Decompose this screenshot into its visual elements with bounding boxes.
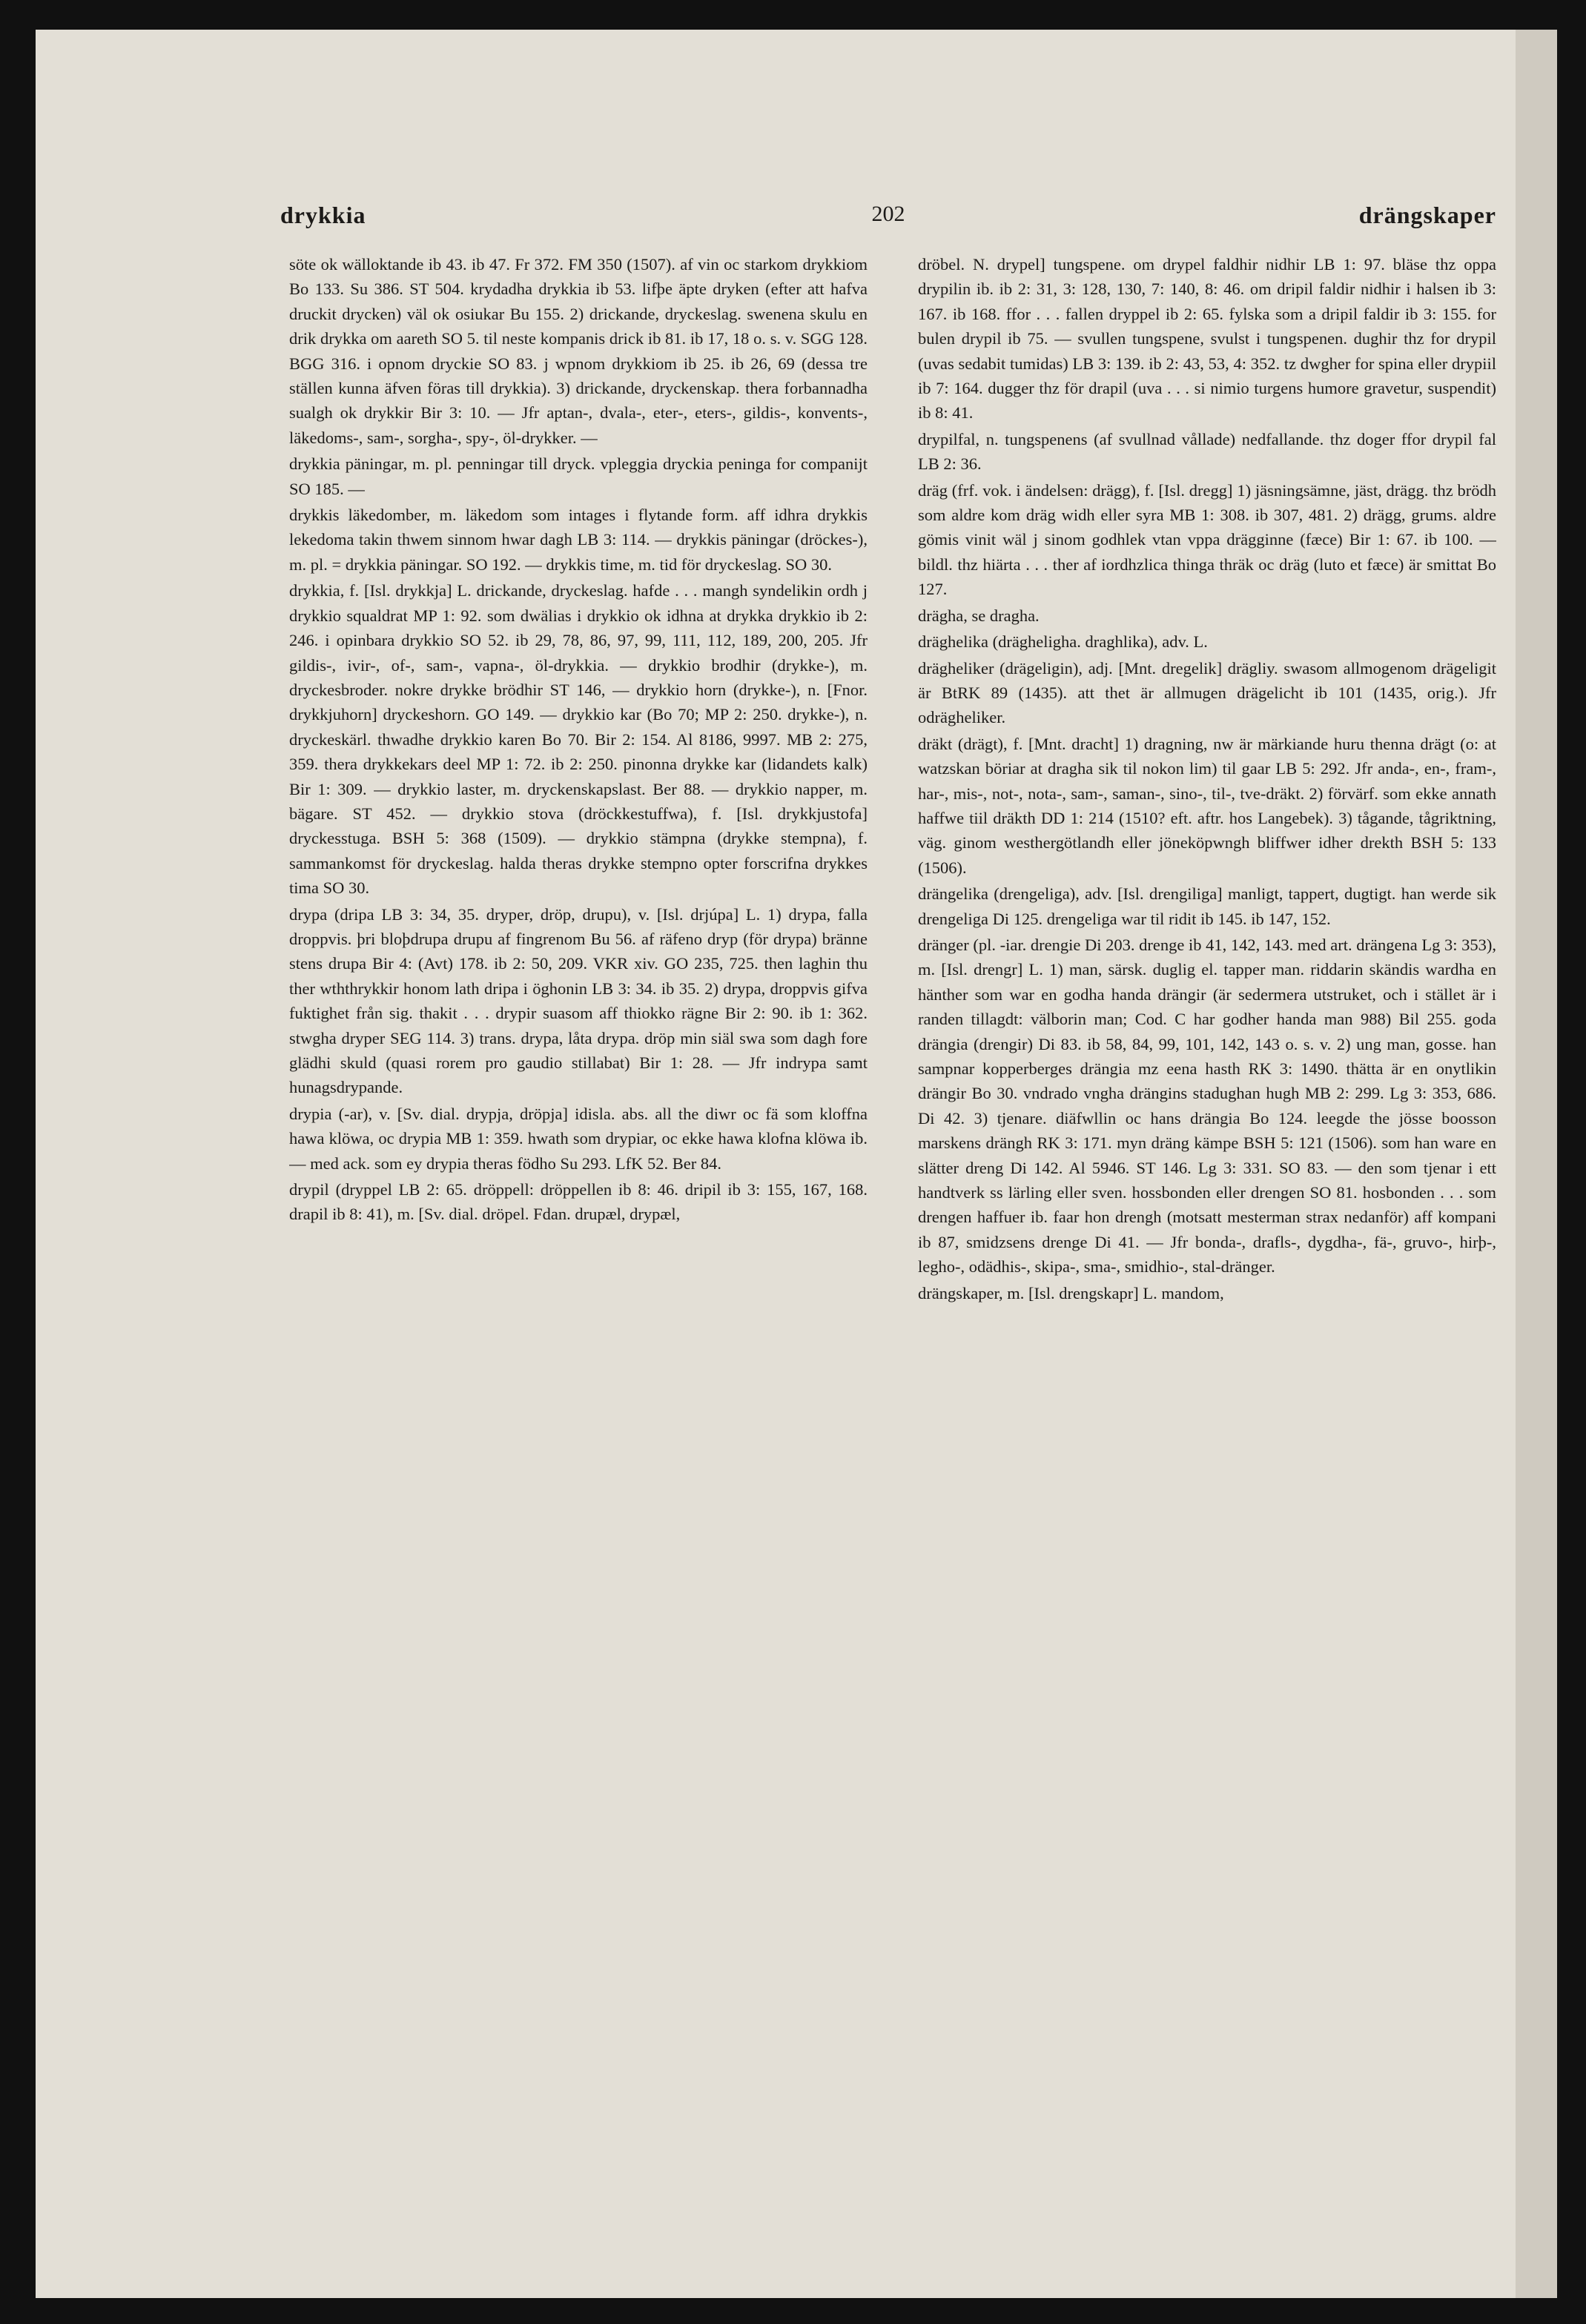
entry-paragraph: drängskaper, m. [Isl. drengskapr] L. mandom, [918,1283,1224,1302]
left-guide-word: drykkia [280,202,366,228]
entry-paragraph: dräg (frf. vok. i ändelsen: drägg), f. [Isl. dregg] 1) jäsningsämne, jäst, drägg. thz brödh som aldre kom dräg widh eller syra MB 1: 308. ib 307, 481. 2) drägg, grums. aldre gömis vinit wäl j sinom godhlek vtan vppa drägginne (fæce) Bir 1: 67. ib 100. — bildl. thz hiärta . . . ther af iordhzlica thinga thräk oc dräg (luto et fæce) är smittat Bo 127. [918,480,1496,599]
entry-paragraph: drykkia päningar, m. pl. penningar till dryck. vpleggia dryckia peninga for companijt SO 185. — [289,454,868,498]
entry-paragraph: drypa (dripa LB 3: 34, 35. dryper, dröp, drupu), v. [Isl. drjúpa] L. 1) drypa, falla droppvis. þri bloþdrupa drupu af fingrenom Bu 56. af räfeno dryp (för drypa) bränne stens drupa Bir 4: (Avt) 178. ib 2: 50, 209. VKR xiv. GO 235, 725. then laghin thu ther wththrykkir honom lath dripa i öghonin LB 3: 34. ib 35. 2) drypa, droppvis gifva fuktighet från sig. thakit . . . drypir suasom aff thiokko rägne Bir 2: 90. ib 1: 362. stwgha dryper SEG 114. 3) trans. drypa, låta drypa. dröp min siäl swa som dagh fore glädhi skuld (quasi rorem pro gaudio stillabat) Bir 1: 28. — Jfr indrypa samt hunagsdrypande. [289,904,868,1097]
right-guide-word: drängskaper [1358,202,1496,228]
right-column [918,252,1496,2254]
entry-paragraph: drykkis läkedomber, m. läkedom som intages i flytande form. aff idhra drykkis lekedoma takin thwem sinnom hwar dagh LB 3: 114. — drykkis päningar (dröckes-), m. pl. = drykkia päningar. SO 192. — drykkis time, m. tid för dryckeslag. SO 30. [289,506,868,574]
entry-paragraph: dröbel. N. drypel] tungspene. om drypel faldhir nidhir LB 1: 97. bläse thz oppa drypilin ib. ib 2: 31, 3: 128, 130, 7: 140, 8: 46. om dripil faldir nidhir i halsen ib 3: 167. ib 168. ffor . . . fallen dryppel ib 2: 65. fylska som a dripil faldir ib 3: 155. for bulen drypil ib 75. — svullen tungspene, svulst i tungspenen. dughir thz for drypil (uvas sedabit tumidas) LB 3: 139. ib 2: 43, 53, 4: 352. tz dwgher for spina eller drypiil ib 7: 164. dugger thz för drapil (uva . . . si nimio turgens humore gravetur, suspendit) ib 8: 41. [918,255,1496,423]
dictionary-page [36,30,1557,2298]
entry-paragraph: drägheliker (drägeligin), adj. [Mnt. dregelik] drägliy. swasom allmogenom drägeligit är BtRK 89 (1435). att thet är allmugen drägelicht ib 101 (1435, orig.). Jfr odrägheliker. [918,658,1496,727]
entry-paragraph: söte ok wälloktande ib 43. ib 47. Fr 372. FM 350 (1507). af vin oc starkom drykkiom Bo 133. Su 386. ST 504. krydadha drykkia ib 53. lifþe äpte dryken (efter att hafva druckit drycken) väl ok osiukar Bu 155. 2) drickande, dryckeslag. swenena skulu en drik drykka om aareth SO 5. til neste kompanis drick ib 81. ib 17, 18 o. s. v. SGG 128. BGG 316. i opnom dryckie SO 83. j wpnom drykkiom ib 25. ib 26, 69 (dessa tre ställen kunna äfven föras till drykkia). 3) drickande, dryckenskap. thera forbannadha sualgh ok drykkir Bir 3: 10. — Jfr aptan-, dvala-, eter-, eters-, gildis-, konvents-, läkedoms-, sam-, sorgha-, spy-, öl-drykker. — [289,255,868,447]
entry-paragraph: drypil (dryppel LB 2: 65. dröppell: dröppellen ib 8: 46. dripil ib 3: 155, 167, 168. drapil ib 8: 41), m. [Sv. dial. dröpel. Fdan. drupæl, drypæl, [289,1180,868,1224]
entry-paragraph: drypilfal, n. tungspenens (af svullnad vållade) nedfallande. thz doger ffor drypil fal LB 2: 36. [918,429,1496,474]
entry-paragraph: dränger (pl. -iar. drengie Di 203. drenge ib 41, 142, 143. med art. drängena Lg 3: 353), m. [Isl. drengr] L. 1) man, särsk. duglig el. tapper man. riddarin skändis wardha en hänther som war en godha handa drängir (är sedermera utstruket, och i stället är i randen tillagdt: välborin man; Cod. C har godher handa man 988) Bil 255. goda drängia (drengir) Di 83. ib 58, 84, 99, 101, 142, 143 o. s. v. 2) ung man, gosse. han sampnar kopperberges drängia mz eena hasth RK 3: 1490. thätta är en onytlikin drängir Bo 30. vndrado vngha drängins stadughan hugh MB 2: 299. Lg 3: 353, 686. Di 42. 3) tjenare. diäfwllin oc hans drängia Bo 124. leegde the jösse boosson marskens drängh RK 3: 171. myn dräng kämpe BSH 5: 121 (1506). som han ware en slätter dreng Di 142. Al 5946. ST 146. Lg 3: 331. SO 83. — den som tjenar i ett handtverk ss lärling eller sven. hossbonden eller drengen SO 81. hosbonden . . . som drengen haffuer ib. faar hon drengh (motsatt mesterman strax nedanför) aff kompani ib 87, smidzsens drenge Di 41. — Jfr bonda-, drafls-, dygdha-, fä-, gruvo-, hirþ-, legho-, odädhis-, skipa-, sma-, smidhio-, stal-dränger. [918,935,1496,1277]
running-header [280,202,1496,246]
page-edge [1516,30,1557,2298]
entry-paragraph: dräghelika (drägheligha. draghlika), adv. L. [918,632,1208,652]
page-number: 202 [871,202,905,226]
entry-paragraph: dräkt (drägt), f. [Mnt. dracht] 1) dragning, nw är märkiande huru thenna drägt (o: at watzskan böriar at dragha sik til nokon lim) til gaar LB 5: 292. Jfr anda-, en-, fram-, har-, mis-, not-, nota-, sam-, saman-, sino-, til-, tve-dräkt. 2) förvärf. som ekke annath haffwe tiil dräkth DD 1: 214 (1510? eft. aftr. hos Langebek). 3) tågande, tågriktning, väg. ginom westhergötlandh eller jöneköpwngh bliffwer idher drekth BSH 5: 133 (1506). [918,734,1496,877]
left-column [289,252,868,2254]
entry-paragraph: drykkia, f. [Isl. drykkja] L. drickande, dryckeslag. hafde . . . mangh syndelikin ordh j drykkio squaldrat MP 1: 92. som dwälias i drykkio ok idhna at drykka drykkio ib 2: 246. i opinbara drykkio SO 52. ib 29, 78, 86, 97, 99, 111, 112, 189, 200, 205. Jfr gildis-, ivir-, of-, sam-, vapna-, öl-drykkia. — drykkio brodhir (drykke-), m. dryckesbroder. nokre drykke brödhir ST 146, — drykkio horn (drykke-), n. [Fnor. drykkjuhorn] dryckeshorn. GO 149. — drykkio kar (Bo 70; MP 2: 250. drykke-), n. dryckeskärl. thwadhe drykkio karen Bo 70. Bir 2: 154. Al 8186, 9997. MB 2: 275, 359. thera drykkekars deel MP 1: 72. ib 2: 250. pinonna drykke kar (lidandets kalk) Bir 1: 309. — drykkio laster, m. dryckenskapslast. Ber 88. — drykkio napper, m. bägare. ST 452. — drykkio stova (dröckkestuffwa), f. [Isl. drykkjustofa] dryckesstuga. BSH 5: 368 (1509). — drykkio stämpna (drykke stempna), f. sammankomst för dryckeslag. halda theras drykke stempno opter forscrifna drykkes tima SO 30. [289,581,868,898]
entry-paragraph: drägha, se dragha. [918,606,1040,625]
entry-paragraph: drängelika (drengeliga), adv. [Isl. drengiliga] manligt, tappert, dugtigt. han werde sik drengeliga Di 125. drengeliga war til ridit ib 145. ib 147, 152. [918,884,1496,928]
entry-paragraph: drypia (-ar), v. [Sv. dial. drypja, dröpja] idisla. abs. all the diwr oc fä som kloffna hawa klöwa, oc drypia MB 1: 359. hwath som drypiar, oc ekke hawa klofna klöwa ib. — med ack. som ey drypia theras födho Su 293. LfK 52. Ber 84. [289,1104,868,1173]
